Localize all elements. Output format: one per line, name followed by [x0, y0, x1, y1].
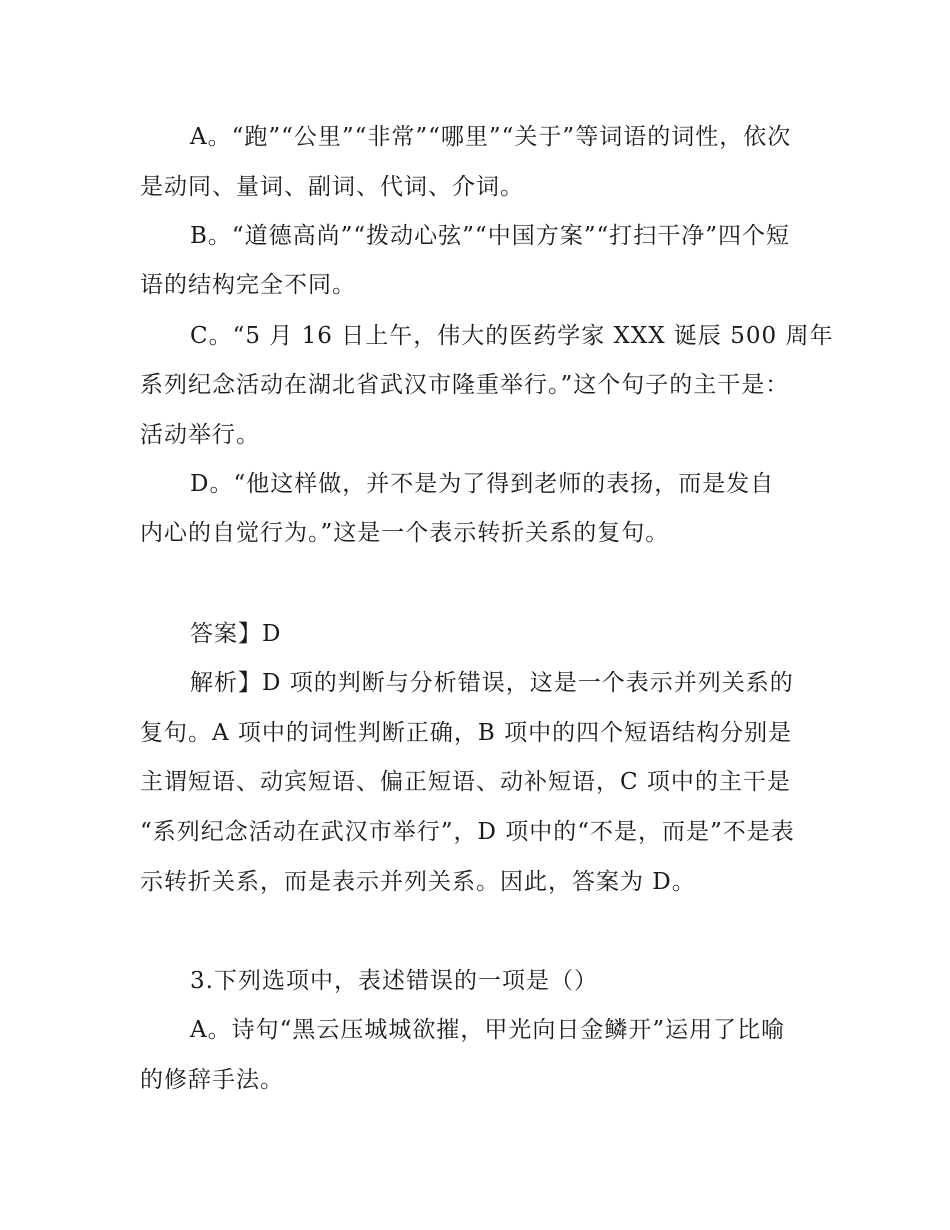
answer-line: 答案】D	[190, 621, 282, 647]
option-c-line-2: 系列纪念活动在湖北省武汉市隆重举行。”这个句子的主干是：	[140, 372, 790, 398]
question-3-option-a-line-1: A。诗句“黑云压城城欲摧，甲光向日金鳞开”运用了比喻	[190, 1017, 786, 1043]
option-d-line-1: D。“他这样做，并不是为了得到老师的表扬，而是发自	[190, 471, 775, 497]
option-b-line-1: B。“道德高尚”“拨动心弦”“中国方案”“打扫干净”四个短	[190, 223, 790, 249]
option-d-line-2: 内心的自觉行为。”这是一个表示转折关系的复句。	[140, 520, 670, 546]
option-b-line-2: 语的结构完全不同。	[140, 272, 356, 298]
analysis-line-5: 示转折关系，而是表示并列关系。因此，答案为 D。	[140, 869, 696, 895]
option-c-line-3: 活动举行。	[140, 422, 260, 448]
option-c-line-1: C。“5 月 16 日上午，伟大的医药学家 XXX 诞辰 500 周年	[190, 323, 834, 349]
analysis-line-2: 复句。A 项中的词性判断正确，B 项中的四个短语结构分别是	[140, 720, 793, 746]
analysis-line-3: 主谓短语、动宾短语、偏正短语、动补短语，C 项中的主干是	[140, 769, 791, 795]
analysis-line-4: “系列纪念活动在武汉市举行”，D 项中的“不是，而是”不是表	[140, 819, 795, 845]
question-3-option-a-line-2: 的修辞手法。	[140, 1067, 284, 1093]
question-3-stem: 3.下列选项中，表述错误的一项是（）	[190, 968, 598, 994]
option-a-line-1: A。“跑”“公里”“非常”“哪里”“关于”等词语的词性，依次	[190, 124, 792, 150]
option-a-line-2: 是动同、量词、副词、代词、介词。	[140, 174, 524, 200]
analysis-line-1: 解析】D 项的判断与分析错误，这是一个表示并列关系的	[190, 670, 794, 696]
